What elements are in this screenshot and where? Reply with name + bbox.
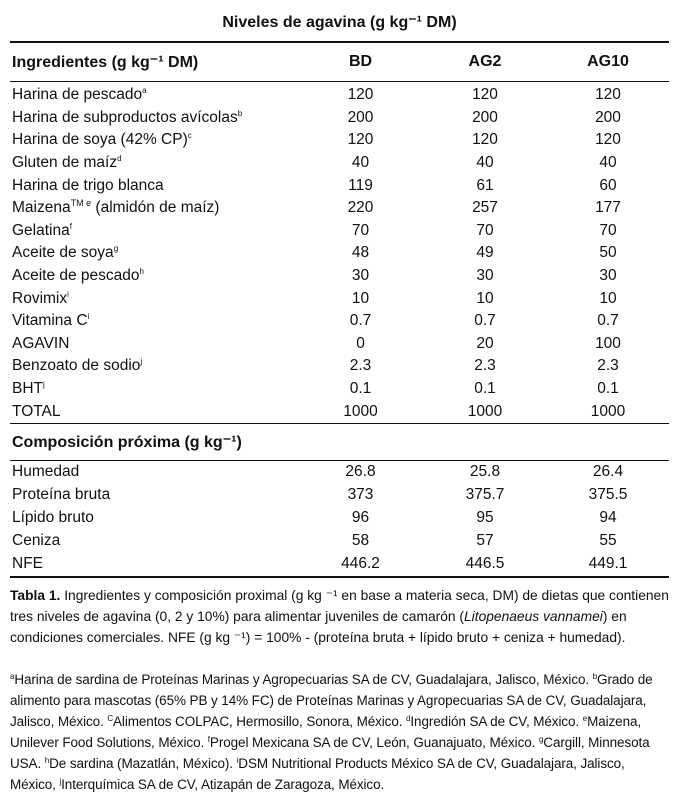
cell-ag10: 10 [599, 289, 617, 307]
footnote-mark: j [59, 777, 62, 786]
table-row [10, 333, 669, 356]
ingredient-name [10, 333, 298, 356]
table-row [10, 107, 669, 130]
ingredient-name [10, 400, 298, 423]
cell-ag2: 61 [476, 176, 494, 194]
cell-bd: 446.2 [298, 553, 423, 577]
footnote-text: Maizena, Unilever Food Solutions, México. [10, 714, 642, 750]
ingredient-name [10, 129, 298, 152]
ingredient-label: Gluten de maíz [12, 154, 118, 172]
footnote-mark: a [142, 86, 147, 96]
footnote-text: Interquímica SA de CV, Atizapán de Zaragoza, México. [61, 777, 385, 792]
cell-ag10: 40 [599, 154, 617, 172]
cell-ag2: 25.8 [469, 463, 501, 481]
footnote-text: Alimentos COLPAC, Hermosillo, Sonora, México. [113, 714, 407, 729]
footnote-mark: i [87, 312, 90, 322]
ingredient-name [10, 197, 298, 220]
cell-ag10: 0.7 [597, 312, 619, 330]
footnote-mark: h [139, 267, 144, 277]
cell-ag10: 200 [595, 108, 621, 126]
cell-bd: 120 [347, 131, 374, 149]
cell-bd: 70 [351, 221, 370, 239]
caption-text-1: Ingredientes y composición proximal (g kg ⁻¹ en base a materia seca, DM) de dietas que contienen tres niveles de agavina (0, 2 y 10%) para alimentar juveniles de camarón ( [10, 588, 669, 624]
cell-ag2: 0.7 [474, 312, 496, 330]
ingredient-label: Harina de subproductos avícolas [12, 108, 238, 126]
cell-bd: 30 [351, 267, 370, 285]
cell-ag10: 30 [599, 267, 617, 285]
composition-label: Composición próxima (g kg⁻¹) [10, 423, 669, 460]
ingredient-label: Harina de soya (42% CP) [12, 131, 188, 149]
composition-name: Ceniza [12, 532, 61, 550]
ingredient-name [10, 82, 298, 107]
footnote-mark: b [592, 672, 598, 681]
cell-ag2: 49 [476, 244, 494, 262]
cell-ag2: 120 [472, 131, 498, 149]
caption-text-2: ) en condiciones comerciales. NFE (g kg ⁻¹) = 100% - (proteína bruta + lípido bruto + ceniza + humedad). [10, 609, 627, 645]
table-row [10, 378, 669, 401]
ingredient-label: AGAVIN [12, 334, 70, 352]
cell-bd: 2.3 [349, 357, 372, 375]
ingredient-suffix: (almidón de maíz) [91, 199, 220, 217]
cell-bd: 40 [351, 154, 370, 172]
ingredient-label: Maizena [12, 199, 71, 217]
cell-ag2: 57 [476, 532, 494, 550]
cell-ag10: 0.1 [597, 380, 619, 398]
table-row [10, 530, 669, 553]
table-row [10, 460, 669, 484]
cell-ag10: 50 [599, 244, 617, 262]
cell-bd: 120 [347, 86, 374, 104]
ingredients-body [10, 82, 669, 424]
composition-name: Lípido bruto [12, 509, 94, 527]
composition-name: Humedad [12, 463, 80, 481]
ingredient-label: Aceite de pescado [12, 267, 140, 285]
footnotes [10, 669, 672, 795]
ingredient-label: Aceite de soya [12, 244, 114, 262]
footnote-mark: h [44, 756, 50, 765]
ingredient-label: TOTAL [12, 402, 61, 420]
table-row [10, 287, 669, 310]
footnote-mark: d [406, 714, 411, 723]
composition-name: NFE [10, 553, 298, 577]
cell-bd: 220 [347, 199, 374, 217]
footnote-mark: i [236, 756, 239, 765]
trademark-mark: TM e [70, 198, 92, 209]
footnote-mark: b [237, 108, 243, 118]
cell-ag10: 26.4 [592, 463, 624, 481]
cell-bd: 0.7 [349, 312, 372, 330]
ingredient-name [10, 287, 298, 310]
caption-label: Tabla 1. [10, 588, 61, 603]
ingredient-label: Gelatina [12, 221, 70, 239]
cell-ag10: 375.5 [588, 486, 628, 504]
composition-section-row [10, 423, 669, 460]
ingredient-label: Rovimix [12, 289, 68, 307]
table-row [10, 220, 669, 243]
cell-ag10: 100 [595, 334, 621, 352]
table-caption [10, 585, 672, 648]
cell-ag2: 2.3 [474, 357, 496, 375]
footnote-text: Ingredión SA de CV, México. [410, 714, 583, 729]
table-top-title: Niveles de agavina (g kg⁻¹ DM) [222, 14, 457, 31]
composition-body [10, 423, 669, 577]
header-bd: BD [298, 42, 423, 82]
footnote-text: De sardina (Mazatlán, México). [49, 756, 237, 771]
diet-table [10, 41, 669, 578]
footnote-text: Progel Mexicana SA de CV, León, Guanajuato, México. [209, 735, 539, 750]
cell-bd: 1000 [298, 400, 423, 423]
cell-bd: 200 [347, 108, 374, 126]
cell-ag10: 70 [599, 221, 617, 239]
ingredient-label: Harina de trigo blanca [12, 176, 164, 194]
table-row [10, 310, 669, 333]
header-ingredients: Ingredientes (g kg⁻¹ DM) [10, 42, 298, 82]
cell-ag2: 120 [472, 86, 498, 104]
cell-ag10: 1000 [547, 400, 669, 423]
footnote-mark: j [140, 357, 143, 367]
cell-ag10: 55 [599, 532, 617, 550]
cell-ag2: 95 [476, 509, 494, 527]
footnote-mark: f [207, 735, 210, 744]
cell-ag2: 20 [476, 334, 494, 352]
composition-name: Proteína bruta [12, 486, 111, 504]
cell-ag10: 449.1 [547, 553, 669, 577]
cell-bd: 58 [351, 532, 370, 550]
ingredient-name [10, 107, 298, 130]
cell-ag10: 94 [599, 509, 617, 527]
header-ag10: AG10 [547, 42, 669, 82]
cell-bd: 10 [351, 289, 370, 307]
cell-ag2: 30 [476, 267, 494, 285]
footnote-mark: C [107, 714, 114, 723]
cell-bd: 0.1 [349, 380, 372, 398]
caption-species: Litopenaeus vannamei [464, 609, 603, 624]
table-row [10, 152, 669, 175]
cell-ag2: 375.7 [465, 486, 505, 504]
cell-ag10: 60 [599, 176, 617, 194]
header-row [10, 42, 669, 82]
footnote-mark: f [69, 221, 72, 231]
cell-ag10: 120 [595, 131, 621, 149]
cell-ag10: 177 [595, 199, 621, 217]
cell-bd: 26.8 [345, 463, 376, 481]
ingredient-name [10, 310, 298, 333]
table-row [10, 242, 669, 265]
table-row [10, 82, 669, 107]
footnote-mark: a [10, 672, 15, 681]
table-row [10, 174, 669, 197]
table-row [10, 197, 669, 220]
table-row [10, 129, 669, 152]
footnote-mark: j [43, 380, 45, 390]
cell-ag10: 2.3 [597, 357, 619, 375]
cell-ag2: 40 [476, 154, 494, 172]
footnote-text: Harina de sardina de Proteínas Marinas y Agropecuarias SA de CV, Guadalajara, Jalisco, México. [14, 672, 593, 687]
cell-bd: 373 [347, 486, 374, 504]
ingredient-label: Benzoato de sodio [12, 357, 141, 375]
footnote-mark: e [582, 714, 588, 723]
cell-ag2: 200 [472, 108, 498, 126]
footnote-mark: c [187, 131, 192, 141]
ingredient-name [10, 242, 298, 265]
cell-bd: 48 [351, 244, 370, 262]
ingredient-label: Vitamina C [12, 312, 88, 330]
ingredient-label: Harina de pescado [12, 86, 143, 104]
cell-ag2: 0.1 [474, 380, 496, 398]
ingredient-name [10, 174, 298, 197]
footnote-mark: i [67, 289, 69, 299]
footnote-text: DSM Nutritional Products México SA de CV, Guadalajara, Jalisco, México, [10, 756, 625, 792]
cell-ag2: 257 [472, 199, 498, 217]
ingredient-name [10, 265, 298, 288]
table-row [10, 400, 669, 423]
cell-ag2: 1000 [423, 400, 547, 423]
cell-ag2: 70 [476, 221, 494, 239]
footnote-mark: g [113, 244, 119, 254]
cell-bd: 119 [348, 176, 373, 194]
ingredient-name [10, 220, 298, 243]
cell-bd: 96 [351, 509, 370, 527]
cell-ag2: 446.5 [423, 553, 547, 577]
ingredient-name [10, 152, 298, 175]
header-ag2: AG2 [423, 42, 547, 82]
ingredient-name [10, 355, 298, 378]
table-row [10, 553, 669, 577]
footnote-mark: d [117, 154, 122, 164]
cell-bd: 0 [356, 334, 365, 352]
ingredient-name [10, 378, 298, 401]
ingredient-label: BHT [12, 380, 43, 398]
table-row [10, 265, 669, 288]
table-row [10, 484, 669, 507]
cell-ag10: 120 [595, 86, 621, 104]
footnote-text: Cargill, Minnesota USA. [10, 735, 650, 771]
footnote-text: Grado de alimento para mascotas (65% PB y 14% FC) de Proteínas Marinas y Agropecuarias SA de CV, Guadalajara, Jalisco, México. [10, 672, 653, 729]
table-row [10, 507, 669, 530]
cell-ag2: 10 [476, 289, 494, 307]
footnote-mark: g [538, 735, 544, 744]
table-row [10, 355, 669, 378]
